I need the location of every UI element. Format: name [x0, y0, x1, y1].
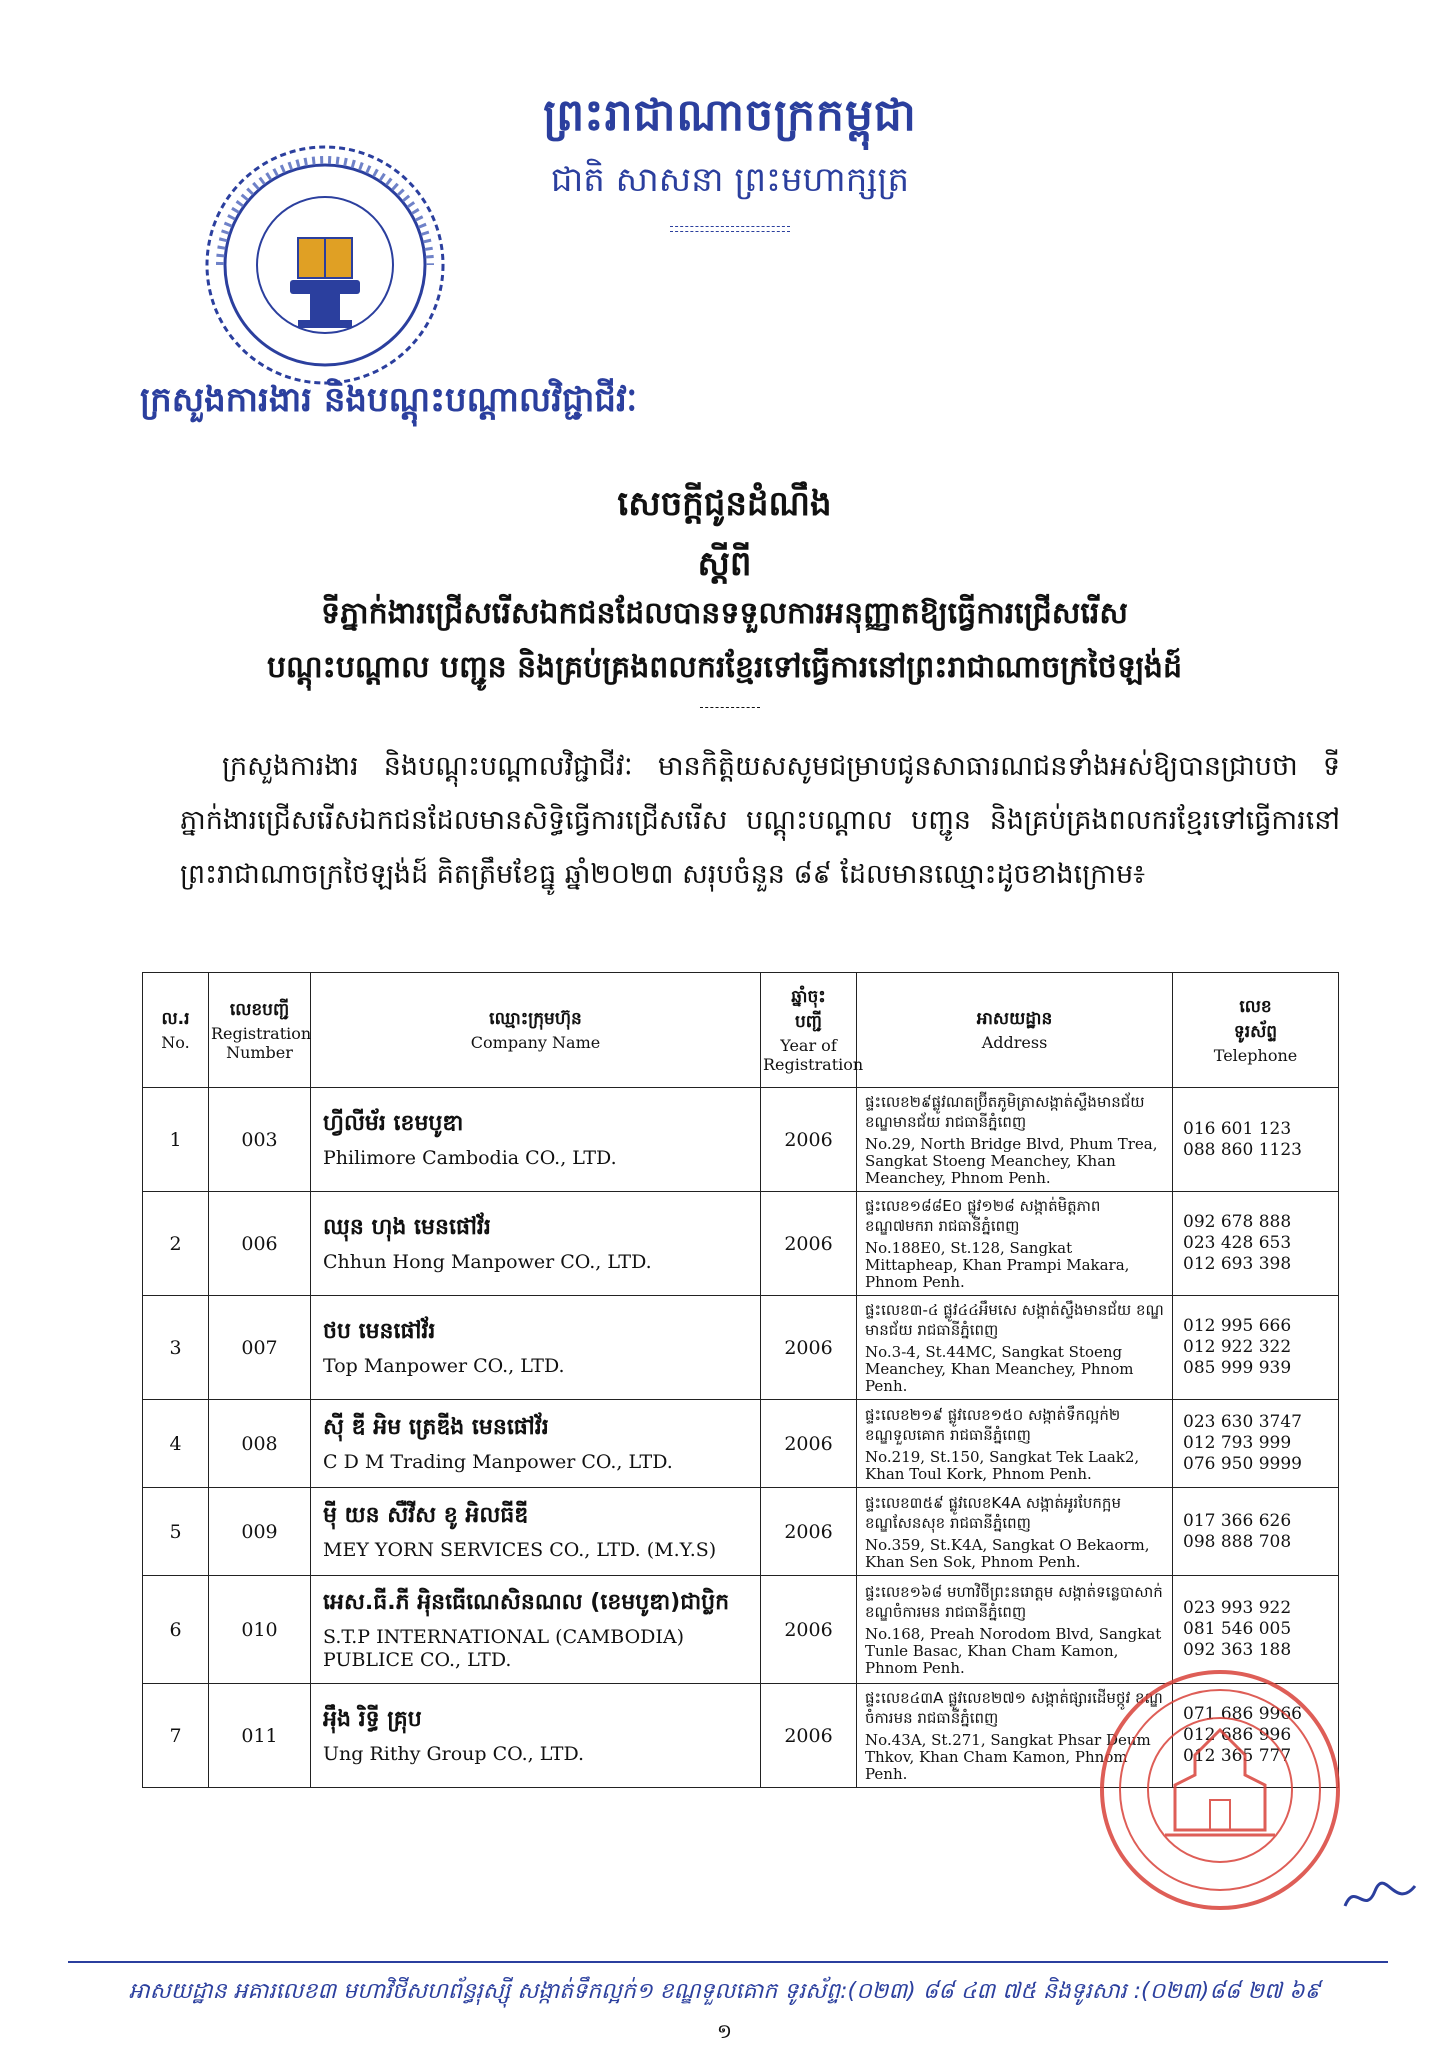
table-header-row: [143, 973, 1339, 1088]
header-year: ឆ្នាំចុះ បញ្ជី Year of Registration: [761, 973, 857, 1088]
company-name-cell: [311, 1400, 761, 1488]
registration-number: 003: [209, 1088, 311, 1192]
company-name-cell: [311, 1192, 761, 1296]
notice-subject-label: ស្តីពី: [697, 544, 752, 584]
address-cell: [857, 1400, 1173, 1488]
address-khmer: ផ្ទះលេខ១៦៨ មហាវិថីព្រះនរោត្តម សង្កាត់ទន្លេបាសាក់ ខណ្ឌចំការមន រាជធានីភ្នំពេញ: [865, 1583, 1163, 1621]
address-khmer: ផ្ទះលេខ១៨៨E០ ផ្លូវ១២៨ សង្កាត់មិត្តភាព ខណ្ឌ៧មករា រាជធានីភ្នំពេញ: [865, 1197, 1101, 1235]
telephone-number: 012 365 777: [1183, 1746, 1292, 1766]
header-company-name: ឈ្មោះក្រុមហ៊ុន Company Name: [311, 973, 761, 1088]
telephone-number: 081 546 005: [1183, 1619, 1292, 1639]
telephone-cell: [1173, 1088, 1339, 1192]
ministry-seal-logo: [200, 140, 450, 390]
registration-year: 2006: [761, 1488, 857, 1576]
address-khmer: ផ្ទះលេខ៣-៤ ផ្លូវ៤៤អឹមសេ សង្កាត់ស្ទឹងមានជ័យ ខណ្ឌមានជ័យ រាជធានីភ្នំពេញ: [865, 1301, 1164, 1339]
telephone-number: 023 630 3747: [1183, 1412, 1302, 1432]
telephone-number: 092 678 888: [1183, 1212, 1292, 1232]
table-row: [143, 1296, 1339, 1400]
address-english: No.43A, St.271, Sangkat Phsar Deum Thkov, Khan Cham Kamon, Phnom Penh.: [865, 1731, 1151, 1783]
telephone-number: 012 922 322: [1183, 1337, 1292, 1357]
company-name-khmer: ថប មេនផៅវ័រ: [323, 1319, 436, 1344]
page-number: ១: [716, 2019, 733, 2043]
telephone-number: 098 888 708: [1183, 1531, 1292, 1552]
table-row: [143, 1088, 1339, 1192]
company-name-english: Top Manpower CO., LTD.: [323, 1355, 565, 1377]
registration-year: 2006: [761, 1296, 857, 1400]
registration-number: 010: [209, 1576, 311, 1684]
telephone-number: 012 793 999: [1183, 1433, 1292, 1453]
company-name-cell: [311, 1488, 761, 1576]
company-name-khmer: អេស.ធី.ភី អុិនធើណេសិនណល (ខេមបូឌា)ជាប្លិក: [323, 1589, 730, 1615]
table-row: [143, 1488, 1339, 1576]
header-no: ល.រ No.: [143, 973, 209, 1088]
company-name-khmer: ឈុន ហុង មេនផៅវ័រ: [323, 1215, 491, 1240]
signature: [1340, 1876, 1420, 1916]
table-row: [143, 1400, 1339, 1488]
company-name-english: Ung Rithy Group CO., LTD.: [323, 1743, 585, 1765]
registration-number: 008: [209, 1400, 311, 1488]
telephone-number: 023 428 653: [1183, 1233, 1292, 1253]
telephone-cell: [1173, 1296, 1339, 1400]
address-cell: [857, 1488, 1173, 1576]
registration-year: 2006: [761, 1088, 857, 1192]
footer-address: អាសយដ្ឋាន អគារលេខ៣ មហាវិថីសហព័ន្ធរុស្ស៊ី សង្កាត់ទឹកល្អក់១ ខណ្ឌទួលគោក ទូរស័ព្ទ:(០២៣) ៨៨ ៤៣ ៧៥ និងទូរសារ :(០២៣)៨៨ ២៧ ៦៩: [128, 1979, 1321, 2004]
company-name-english: Chhun Hong Manpower CO., LTD.: [323, 1251, 652, 1273]
address-english: No.3-4, St.44MC, Sangkat Stoeng Meanchey, Khan Meanchey, Phnom Penh.: [865, 1343, 1134, 1395]
telephone-cell: [1173, 1400, 1339, 1488]
telephone-number: 071 686 9966: [1183, 1704, 1302, 1724]
address-english: No.359, St.K4A, Sangkat O Bekaorm, Khan Sen Sok, Phnom Penh.: [865, 1535, 1150, 1571]
notice-title: សេចក្តីជូនដំណឹង: [617, 484, 832, 524]
address-english: No.188E0, St.128, Sangkat Mittapheap, Khan Prampi Makara, Phnom Penh.: [865, 1239, 1130, 1291]
header-address: អាសយដ្ឋាន Address: [857, 973, 1173, 1088]
telephone-number: 012 686 996: [1183, 1725, 1292, 1745]
header-block: [530, 88, 930, 232]
registration-year: 2006: [761, 1684, 857, 1788]
telephone-number: 085 999 939: [1183, 1358, 1292, 1378]
header-divider: [670, 226, 790, 232]
address-english: No.29, North Bridge Blvd, Phum Trea, Sangkat Stoeng Meanchey, Khan Meanchey, Phnom Penh.: [865, 1135, 1158, 1187]
row-number: 3: [143, 1296, 209, 1400]
telephone-number: 076 950 9999: [1183, 1454, 1302, 1474]
address-english: No.168, Preah Norodom Blvd, Sangkat Tunle Basac, Khan Cham Kamon, Phnom Penh.: [865, 1625, 1162, 1677]
row-number: 7: [143, 1684, 209, 1788]
row-number: 6: [143, 1576, 209, 1684]
company-name-cell: [311, 1088, 761, 1192]
registration-number: 011: [209, 1684, 311, 1788]
kingdom-title: ព្រះរាជាណាចក្រកម្ពុជា: [543, 90, 917, 141]
company-name-cell: [311, 1576, 761, 1684]
company-name-english: MEY YORN SERVICES CO., LTD. (M.Y.S): [323, 1539, 717, 1561]
company-name-khmer: ស៊ី ឌី អិម ត្រេឌីង មេនផៅវ័រ: [323, 1415, 549, 1440]
telephone-number: 088 860 1123: [1183, 1139, 1302, 1160]
company-name-english: Philimore Cambodia CO., LTD.: [323, 1147, 617, 1169]
address-khmer: ផ្ទះលេខ៣៥៩ ផ្លូវលេខK4A សង្កាត់អូរបែកក្អម ខណ្ឌសែនសុខ រាជធានីភ្នំពេញ: [865, 1493, 1121, 1532]
header-telephone: លេខ ទូរស័ព្ទ Telephone: [1173, 973, 1339, 1088]
telephone-number: 092 363 188: [1183, 1640, 1292, 1660]
telephone-cell: [1173, 1192, 1339, 1296]
registration-year: 2006: [761, 1192, 857, 1296]
company-name-english: C D M Trading Manpower CO., LTD.: [323, 1451, 673, 1473]
table-row: [143, 1192, 1339, 1296]
notice-subject-line1: ទីភ្នាក់ងារជ្រើសរើសឯកជនដែលបានទទួលការអនុញ្ញាតឱ្យធ្វើការជ្រើសរើស: [321, 596, 1128, 631]
telephone-cell: [1173, 1488, 1339, 1576]
row-number: 1: [143, 1088, 209, 1192]
ministry-name: ក្រសួងការងារ និងបណ្តុះបណ្តាលវិជ្ជាជីវៈ: [140, 380, 638, 420]
registration-year: 2006: [761, 1400, 857, 1488]
row-number: 2: [143, 1192, 209, 1296]
address-cell: [857, 1296, 1173, 1400]
address-english: No.219, St.150, Sangkat Tek Laak2, Khan Toul Kork, Phnom Penh.: [865, 1447, 1140, 1483]
company-name-cell: [311, 1684, 761, 1788]
footer-divider: [68, 1961, 1388, 1963]
row-number: 4: [143, 1400, 209, 1488]
registration-number: 007: [209, 1296, 311, 1400]
telephone-number: 023 993 922: [1183, 1598, 1292, 1618]
address-cell: [857, 1088, 1173, 1192]
registration-year: 2006: [761, 1576, 857, 1684]
header-registration-number: លេខបញ្ជី Registration Number: [209, 973, 311, 1088]
company-name-khmer: ម៉ី យន សឺវីស ខូ អិលធីឌី: [323, 1503, 529, 1528]
registration-number: 006: [209, 1192, 311, 1296]
national-motto: ជាតិ សាសនា ព្រះមហាក្សត្រ: [550, 160, 910, 200]
row-number: 5: [143, 1488, 209, 1576]
address-khmer: ផ្ទះលេខ៤៣A ផ្លូវលេខ២៧១ សង្កាត់ផ្សារដើមថ្កូវ ខណ្ឌចំការមន រាជធានីភ្នំពេញ: [865, 1689, 1163, 1727]
address-khmer: ផ្ទះលេខ២១៩ ផ្លូវលេខ១៥០ សង្កាត់ទឹកល្អក់២ ខណ្ឌទួលគោក រាជធានីភ្នំពេញ: [865, 1405, 1121, 1444]
company-name-english: S.T.P INTERNATIONAL (CAMBODIA) PUBLICE CO., LTD.: [323, 1625, 685, 1671]
title-divider: [700, 707, 760, 708]
company-name-khmer: អុឹង រិទ្ធី គ្រុប: [323, 1707, 422, 1732]
notice-subject-line2: បណ្តុះបណ្តាល បញ្ជូន និងគ្រប់គ្រងពលករខ្មែរទៅធ្វើការនៅព្រះរាជាណាចក្រថៃឡង់ដ៍: [266, 650, 1183, 685]
telephone-number: 012 995 666: [1183, 1316, 1292, 1336]
telephone-number: 012 693 398: [1183, 1254, 1292, 1274]
company-name-khmer: ហ្វីលីម័រ ខេមបូឌា: [323, 1111, 464, 1136]
official-stamp: [1095, 1665, 1345, 1915]
telephone-number: 017 366 626: [1183, 1510, 1292, 1531]
telephone-number: 016 601 123: [1183, 1118, 1292, 1139]
company-name-cell: [311, 1296, 761, 1400]
address-cell: [857, 1192, 1173, 1296]
registration-number: 009: [209, 1488, 311, 1576]
address-khmer: ផ្ទះលេខ២៩ផ្លូវណតប៊្រីតភូមិត្រាសង្កាត់ស្ទឹងមានជ័យ ខណ្ឌមានជ័យ រាជធានីភ្នំពេញ: [865, 1093, 1145, 1131]
intro-paragraph: ក្រសួងការងារ និងបណ្តុះបណ្តាលវិជ្ជាជីវៈ មានកិត្តិយសសូមជម្រាបជូនសាធារណជនទាំងអស់ឱ្យបានជ្រាបថា ទីភ្នាក់ងារជ្រើសរើសឯកជនដែលមានសិទ្ធិធ្វើការជ្រើសរើស បណ្តុះបណ្តាល បញ្ជូន និងគ្រប់គ្រងពលករខ្មែរទៅធ្វើការនៅព្រះរាជាណាចក្រថៃឡង់ដ៍ គិតត្រឹមខែធ្នូ ឆ្នាំ២០២៣ សរុបចំនួន ៨៩ ដែលមានឈ្មោះដូចខាងក្រោម៖: [180, 751, 1340, 890]
